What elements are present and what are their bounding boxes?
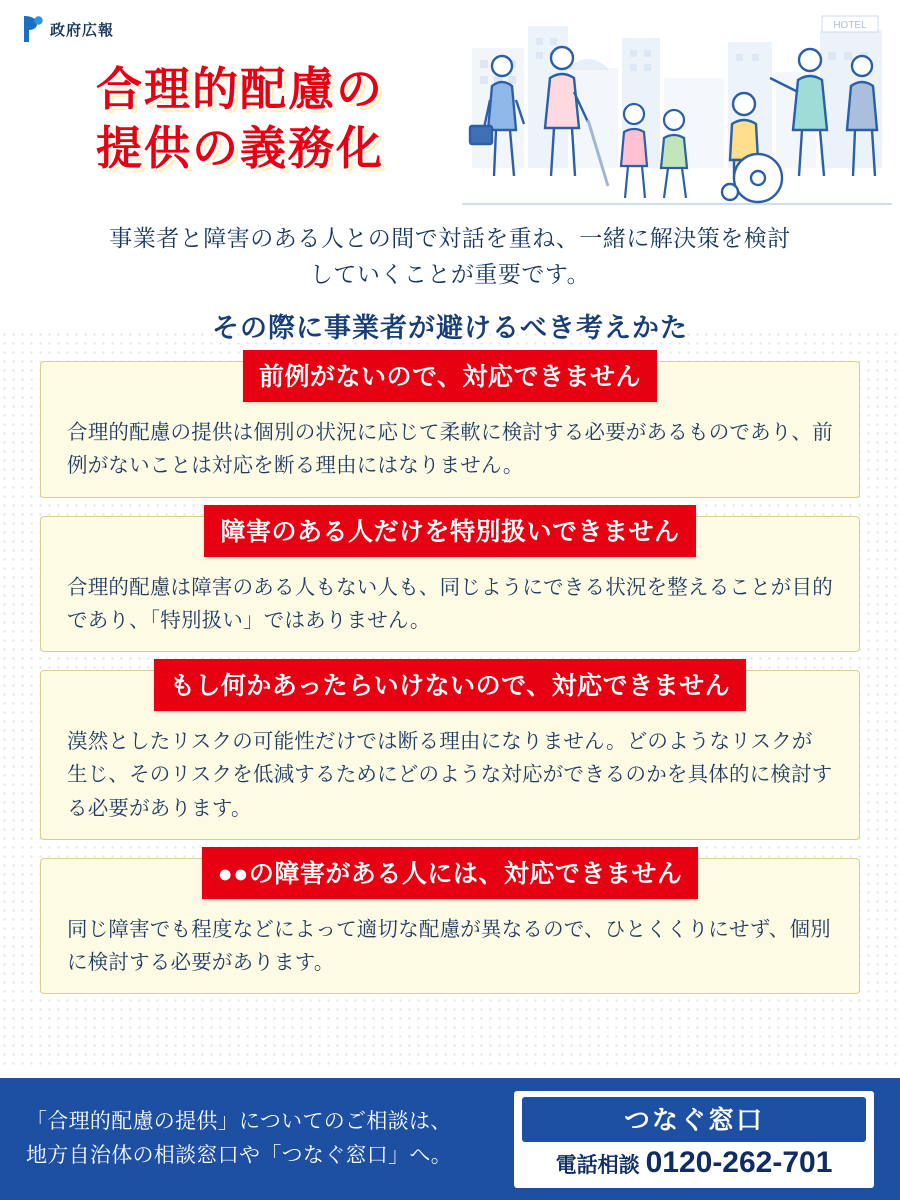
contact-phone-label: 電話相談 xyxy=(555,1153,640,1177)
avoid-thinking-card xyxy=(40,858,860,994)
illustration-people-with-disabilities-cityscape xyxy=(462,8,892,216)
card-body-text: 同じ障害でも程度などによって適切な配慮が異なるので、ひとくくりにせず、個別に検討する必要があります。 xyxy=(67,917,831,974)
avoid-thinking-card-list xyxy=(40,361,860,994)
footer-contact-bar xyxy=(0,1078,900,1200)
footer-text xyxy=(26,1105,496,1172)
footer-line-2: 地方自治体の相談窓口や「つなぐ窓口」へ。 xyxy=(26,1144,452,1167)
avoid-thinking-card xyxy=(40,516,860,652)
header xyxy=(0,0,900,215)
card-body-text: 漠然としたリスクの可能性だけでは断る理由になりません。どのようなリスクが生じ、そのリスクを低減するためにどのような対応ができるのかを具体的に検討する必要があります。 xyxy=(67,730,833,820)
intro-line-2: していくことが重要です。 xyxy=(309,260,591,287)
card-banner-label: ●●の障害がある人には、対応できません xyxy=(202,847,699,899)
government-pr-logo xyxy=(18,14,114,44)
section-subheading: その際に事業者が避けるべき考えかた xyxy=(212,313,688,344)
footer-line-1: 「合理的配慮の提供」についてのご相談は、 xyxy=(26,1110,452,1134)
page-title-line-2: 提供の義務化 xyxy=(96,121,384,174)
government-pr-logo-icon xyxy=(18,14,44,44)
avoid-thinking-card xyxy=(40,361,860,497)
svg-text:HOTEL: HOTEL xyxy=(833,20,867,31)
contact-box xyxy=(514,1091,874,1188)
avoid-thinking-card xyxy=(40,670,860,840)
card-body-text: 合理的配慮の提供は個別の状況に応じて柔軟に検討する必要があるものであり、前例がないことは対応を断る理由にはなりません。 xyxy=(67,421,833,478)
card-banner-label: 障害のある人だけを特別扱いできません xyxy=(204,505,695,557)
intro-line-1: 事業者と障害のある人との間で対話を重ね、一緒に解決策を検討 xyxy=(109,225,791,251)
card-body-text: 合理的配慮は障害のある人もない人も、同じようにできる状況を整えることが目的であり、「特別扱い」ではありません。 xyxy=(67,575,833,632)
page-title-line-1: 合理的配慮の xyxy=(96,63,384,115)
page-title xyxy=(40,60,440,178)
card-banner-label: もし何かあったらいけないので、対応できません xyxy=(154,659,746,711)
intro-text xyxy=(40,221,860,292)
contact-phone[interactable] xyxy=(522,1146,866,1180)
contact-phone-number: 0120-262-701 xyxy=(645,1145,833,1179)
contact-title: つなぐ窓口 xyxy=(522,1097,866,1142)
card-banner-label: 前例がないので、対応できません xyxy=(243,350,657,402)
logo-label: 政府広報 xyxy=(50,21,115,39)
